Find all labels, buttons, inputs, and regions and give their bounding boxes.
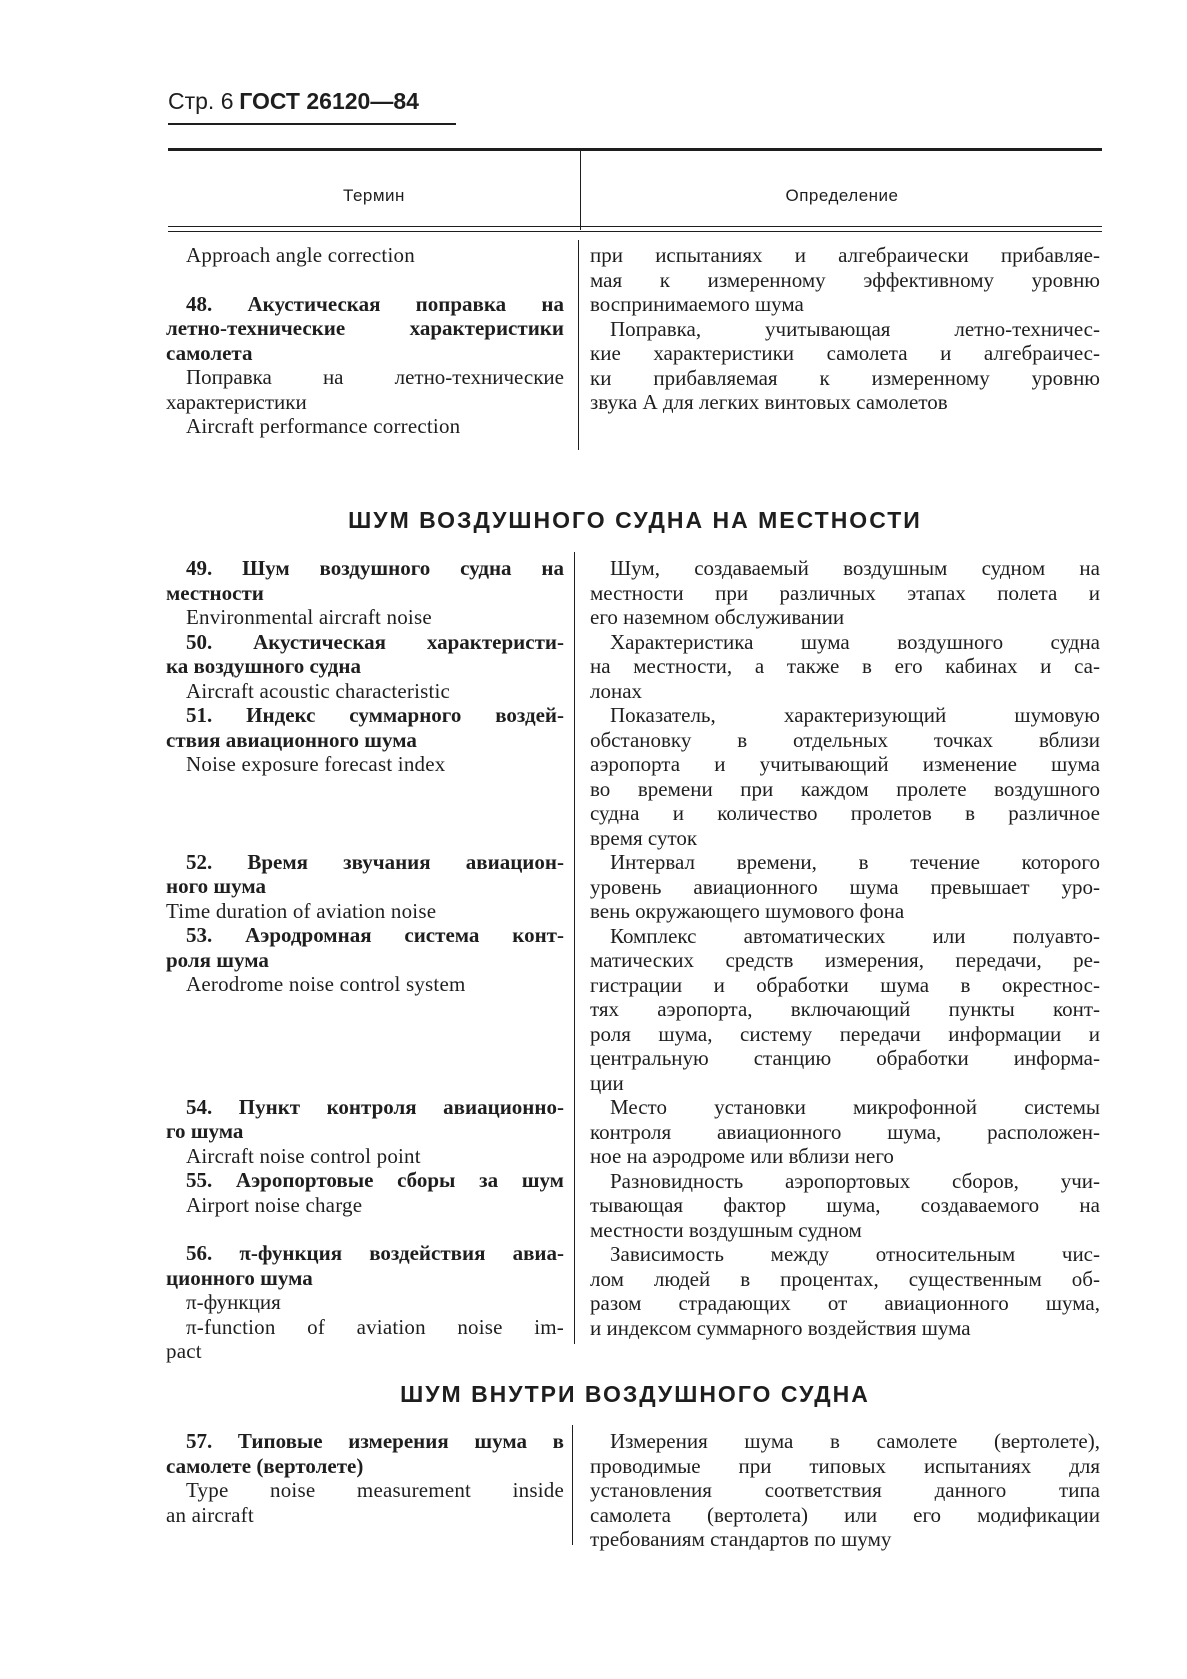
- term-line: Aircraft noise control point: [186, 1143, 421, 1168]
- term-line: 54. Пункт контроля авиационно-: [186, 1094, 564, 1119]
- term-line: Airport noise charge: [186, 1192, 363, 1217]
- term-line: Aircraft performance correction: [186, 414, 461, 438]
- block2-column-divider: [574, 552, 575, 1344]
- spacer: [166, 268, 564, 292]
- definition-line: судна и количество пролетов в различное: [590, 801, 1100, 825]
- definition-line: Разновидность аэропортовых сборов, учи-: [610, 1168, 1100, 1193]
- definition-line: вень окружающего шумового фона: [590, 899, 905, 923]
- term-line: 56. π-функция воздействия авиа-: [186, 1241, 564, 1265]
- definition-line: самолета (вертолета) или его модификации: [590, 1502, 1100, 1527]
- standard-number: ГОСТ 26120—84: [239, 88, 419, 114]
- spacer: [166, 777, 564, 850]
- term-line: Noise exposure forecast index: [186, 752, 446, 776]
- definition-line: требованиям стандартов по шуму: [590, 1527, 892, 1551]
- term-line: π-function of aviation noise im-: [186, 1314, 564, 1339]
- definition-line: Интервал времени, в течение которого: [610, 850, 1100, 874]
- section-title: ШУМ ВОЗДУШНОГО СУДНА НА МЕСТНОСТИ: [348, 507, 922, 533]
- definition-line: во времени при каждом пролете воздушного: [590, 776, 1100, 801]
- term-line: pact: [166, 1339, 202, 1363]
- block3-terms: [166, 1429, 564, 1527]
- header-rule: [168, 123, 456, 125]
- definition-line: мая к измеренному эффективному уровню: [590, 267, 1100, 292]
- definition-line: Характеристика шума воздушного судна: [610, 629, 1100, 654]
- term-line: Type noise measurement inside: [186, 1478, 564, 1502]
- definition-line: лом людей в процентах, существенным об-: [590, 1266, 1100, 1291]
- term-line: ционного шума: [166, 1265, 313, 1290]
- definition-line: гистрации и обработки шума в окрестнос-: [590, 972, 1100, 997]
- block1-column-divider: [578, 240, 579, 450]
- definition-line: лонах: [590, 678, 643, 703]
- table-top-rule: [168, 148, 1102, 151]
- column-header-definition: Определение: [785, 186, 899, 205]
- term-line: летно-технические характеристики: [166, 316, 564, 340]
- term-line: an aircraft: [166, 1502, 254, 1527]
- definition-line: Место установки микрофонной системы: [610, 1095, 1100, 1119]
- term-line: 55. Аэропортовые сборы за шум: [186, 1168, 564, 1192]
- term-line: 49. Шум воздушного судна на: [186, 556, 564, 580]
- definition-line: тях аэропорта, включающий пункты конт-: [590, 997, 1100, 1021]
- term-line: Поправка на летно-технические: [186, 365, 564, 389]
- term-line: 51. Индекс суммарного воздей-: [186, 703, 564, 727]
- definition-line: контроля авиационного шума, расположен-: [590, 1119, 1100, 1144]
- definition-line: Поправка, учитывающая летно-техничес-: [610, 316, 1100, 341]
- definition-line: ции: [590, 1070, 624, 1095]
- definition-line: местности при различных этапах полета и: [590, 580, 1100, 605]
- term-line: самолете (вертолете): [166, 1453, 364, 1478]
- definition-line: при испытаниях и алгебраически прибавляе-: [590, 243, 1100, 267]
- definition-line: разом страдающих от авиационного шума,: [590, 1291, 1100, 1315]
- term-line: 48. Акустическая поправка на: [186, 291, 564, 316]
- column-header-term: Термин: [343, 186, 405, 205]
- term-line: Time duration of aviation noise: [166, 898, 437, 923]
- block1-definitions: [590, 243, 1100, 415]
- term-line: Aerodrome noise control system: [186, 972, 466, 996]
- section-title: ШУМ ВНУТРИ ВОЗДУШНОГО СУДНА: [400, 1381, 870, 1407]
- block3-column-divider: [572, 1425, 573, 1545]
- definition-line: местности воздушным судном: [590, 1217, 862, 1242]
- definition-line: Шум, создаваемый воздушным судном на: [610, 556, 1100, 580]
- definition-line: и индексом суммарного воздействия шума: [590, 1315, 971, 1340]
- definition-line: Показатель, характеризующий шумовую: [610, 703, 1100, 727]
- term-line: 57. Типовые измерения шума в: [186, 1429, 564, 1453]
- definition-line: Измерения шума в самолете (вертолете),: [610, 1429, 1100, 1453]
- definition-line: роля шума, систему передачи информации и: [590, 1021, 1100, 1046]
- definition-line: Комплекс автоматических или полуавто-: [610, 923, 1100, 948]
- table-header-rule: [168, 226, 1102, 232]
- definition-line: матических средств измерения, передачи, ре-: [590, 948, 1100, 972]
- header-column-divider: [580, 148, 581, 230]
- definition-line: звука А для легких винтовых самолетов: [590, 390, 948, 414]
- block2-definitions: [590, 556, 1100, 1340]
- term-line: самолета: [166, 340, 253, 365]
- block3-definitions: [590, 1429, 1100, 1552]
- term-line: роля шума: [166, 947, 269, 972]
- definition-line: аэропорта и учитывающий изменение шума: [590, 752, 1100, 776]
- term-line: Approach angle correction: [186, 243, 415, 267]
- definition-line: проводимые при типовых испытаниях для: [590, 1453, 1100, 1478]
- term-line: π-функция: [186, 1290, 281, 1314]
- spacer: [166, 1217, 564, 1241]
- definition-line: время суток: [590, 825, 698, 850]
- term-line: 50. Акустическая характеристи-: [186, 629, 564, 654]
- block2-terms: [166, 556, 564, 1364]
- term-line: ка воздушного судна: [166, 654, 361, 678]
- term-line: ного шума: [166, 874, 266, 898]
- definition-line: ное на аэродроме или вблизи него: [590, 1144, 894, 1168]
- spacer: [166, 997, 564, 1095]
- definition-line: центральную станцию обработки информа-: [590, 1046, 1100, 1070]
- definition-line: кие характеристики самолета и алгебраичес-: [590, 341, 1100, 365]
- term-line: ствия авиационного шума: [166, 727, 417, 752]
- term-line: 52. Время звучания авиацион-: [186, 849, 564, 874]
- term-line: Environmental aircraft noise: [186, 605, 432, 629]
- definition-line: воспринимаемого шума: [590, 292, 804, 316]
- term-line: характеристики: [166, 389, 307, 414]
- definition-line: ки прибавляемая к измеренному уровню: [590, 365, 1100, 390]
- definition-line: на местности, а также в его кабинах и са-: [590, 654, 1100, 678]
- term-line: 53. Аэродромная система конт-: [186, 923, 564, 947]
- definition-line: уровень авиационного шума превышает уро-: [590, 874, 1100, 899]
- block1-terms: [166, 243, 564, 439]
- page-header: [168, 88, 419, 115]
- definition-line: его наземном обслуживании: [590, 605, 845, 629]
- term-line: местности: [166, 580, 264, 605]
- definition-line: тывающая фактор шума, создаваемого на: [590, 1193, 1100, 1217]
- page-number: Стр. 6: [168, 88, 234, 114]
- term-line: Aircraft acoustic characteristic: [186, 678, 451, 703]
- definition-line: Зависимость между относительным чис-: [610, 1242, 1100, 1266]
- definition-line: установления соответствия данного типа: [590, 1478, 1100, 1502]
- definition-line: обстановку в отдельных точках вблизи: [590, 727, 1100, 752]
- term-line: го шума: [166, 1119, 244, 1143]
